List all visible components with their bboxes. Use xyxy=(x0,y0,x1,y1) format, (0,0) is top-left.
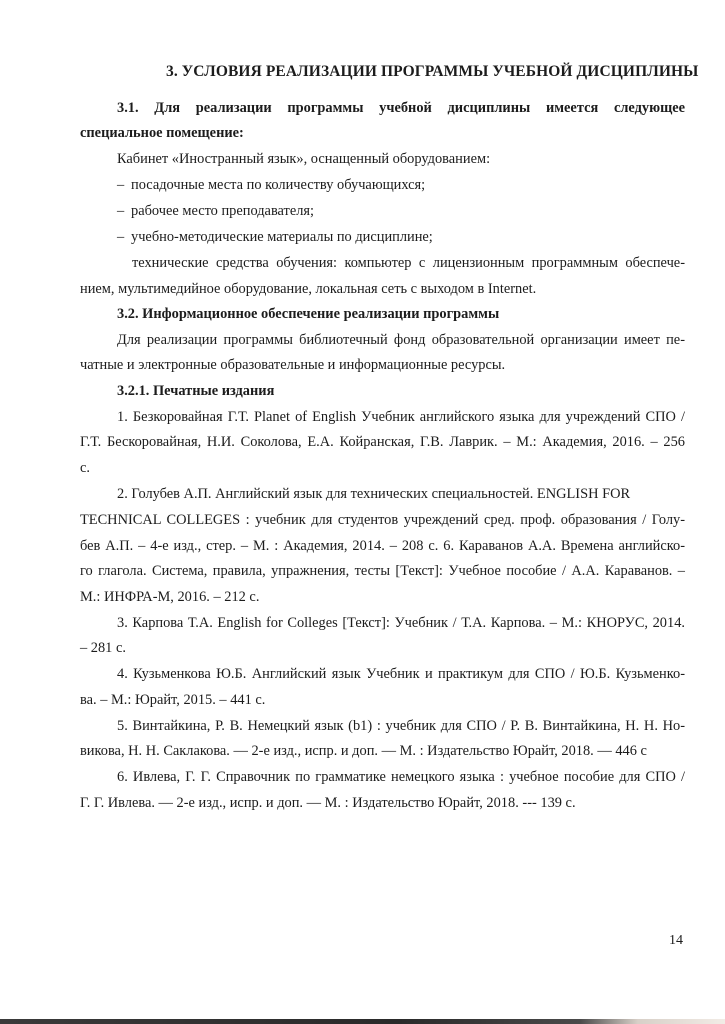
reference-6-line1: 6. Ивлева, Г. Г. Справочник по грамматике немецкого языка : учебное пособие для СПО / xyxy=(117,769,685,785)
list-dash: – xyxy=(117,229,125,245)
equipment-item-text: рабочее место преподавателя; xyxy=(131,203,315,219)
scan-edge-artifact xyxy=(0,1019,725,1024)
subsection-3-1-heading-line1: 3.1. Для реализации программы учебной дисциплины имеется следующее xyxy=(117,100,685,116)
reference-2-line4: го глагола. Система, правила, упражнения, тесты [Текст]: Учебное пособие / А.А. Караванов. – xyxy=(80,563,685,579)
reference-2-line1: 2. Голубев А.П. Английский язык для технических специальностей. ENGLISH FOR xyxy=(117,486,631,502)
reference-2-line2: TECHNICAL COLLEGES : учебник для студентов учреждений сред. проф. образования / Голу- xyxy=(80,512,685,528)
list-dash: – xyxy=(117,203,125,219)
equipment-item-text: учебно-методические материалы по дисциплине; xyxy=(131,229,433,245)
tech-means-line1: технические средства обучения: компьютер с лицензионным программным обеспече- xyxy=(132,255,685,271)
reference-4-line2: ва. – М.: Юрайт, 2015. – 441 с. xyxy=(80,692,266,708)
page-number: 14 xyxy=(669,933,683,948)
reference-6-line2: Г. Г. Ивлева. — 2-е изд., испр. и доп. — М. : Издательство Юрайт, 2018. --- 139 с. xyxy=(80,795,576,811)
reference-5-line1: 5. Винтайкина, Р. В. Немецкий язык (b1) : учебник для СПО / Р. В. Винтайкина, Н. Н. Но- xyxy=(117,718,685,734)
equipment-list-item xyxy=(117,176,425,194)
list-dash: – xyxy=(117,177,125,193)
subsection-3-2-text-line2: чатные и электронные образовательные и информационные ресурсы. xyxy=(80,357,506,373)
reference-1-line1: 1. Безкоровайная Г.Т. Planet of English Учебник английского языка для учреждений СПО / xyxy=(117,409,685,425)
equipment-item-text: посадочные места по количеству обучающихся; xyxy=(131,177,426,193)
reference-1-line3: с. xyxy=(80,460,90,476)
subsection-3-1-heading-line2: специальное помещение: xyxy=(80,125,244,141)
equipment-list-item xyxy=(117,202,314,220)
reference-4-line1: 4. Кузьменкова Ю.Б. Английский язык Учебник и практикум для СПО / Ю.Б. Кузьменко- xyxy=(117,666,685,682)
reference-2-line5: М.: ИНФРА-М, 2016. – 212 с. xyxy=(80,589,260,605)
subsection-3-2-1-heading: 3.2.1. Печатные издания xyxy=(117,383,275,399)
reference-5-line2: викова, Н. Н. Саклакова. — 2-е изд., испр. и доп. — М. : Издательство Юрайт, 2018. — 446 с xyxy=(80,743,647,759)
reference-3-line2: – 281 с. xyxy=(80,640,126,656)
subsection-3-2-heading: 3.2. Информационное обеспечение реализации программы xyxy=(117,306,500,322)
reference-1-line2: Г.Т. Бескоровайная, Н.И. Соколова, Е.А. Койранская, Г.В. Лаврик. – М.: Академия, 2016. – 256 xyxy=(80,434,685,450)
equipment-list-item xyxy=(117,228,433,246)
tech-means-line2: нием, мультимедийное оборудование, локальная сеть с выходом в Internet. xyxy=(80,281,537,297)
reference-3-line1: 3. Карпова Т.А. English for Colleges [Текст]: Учебник / Т.А. Карпова. – М.: КНОРУС, 2014. xyxy=(117,615,685,631)
cabinet-intro: Кабинет «Иностранный язык», оснащенный оборудованием: xyxy=(117,151,491,167)
subsection-3-2-text-line1: Для реализации программы библиотечный фонд образовательной организации имеет пе- xyxy=(117,332,685,348)
reference-2-line3: бев А.П. – 4-е изд., стер. – М. : Академия, 2014. – 208 с. 6. Караванов А.А. Времена английско- xyxy=(80,538,685,554)
section-title: 3. УСЛОВИЯ РЕАЛИЗАЦИИ ПРОГРАММЫ УЧЕБНОЙ ДИСЦИПЛИНЫ xyxy=(166,63,699,80)
